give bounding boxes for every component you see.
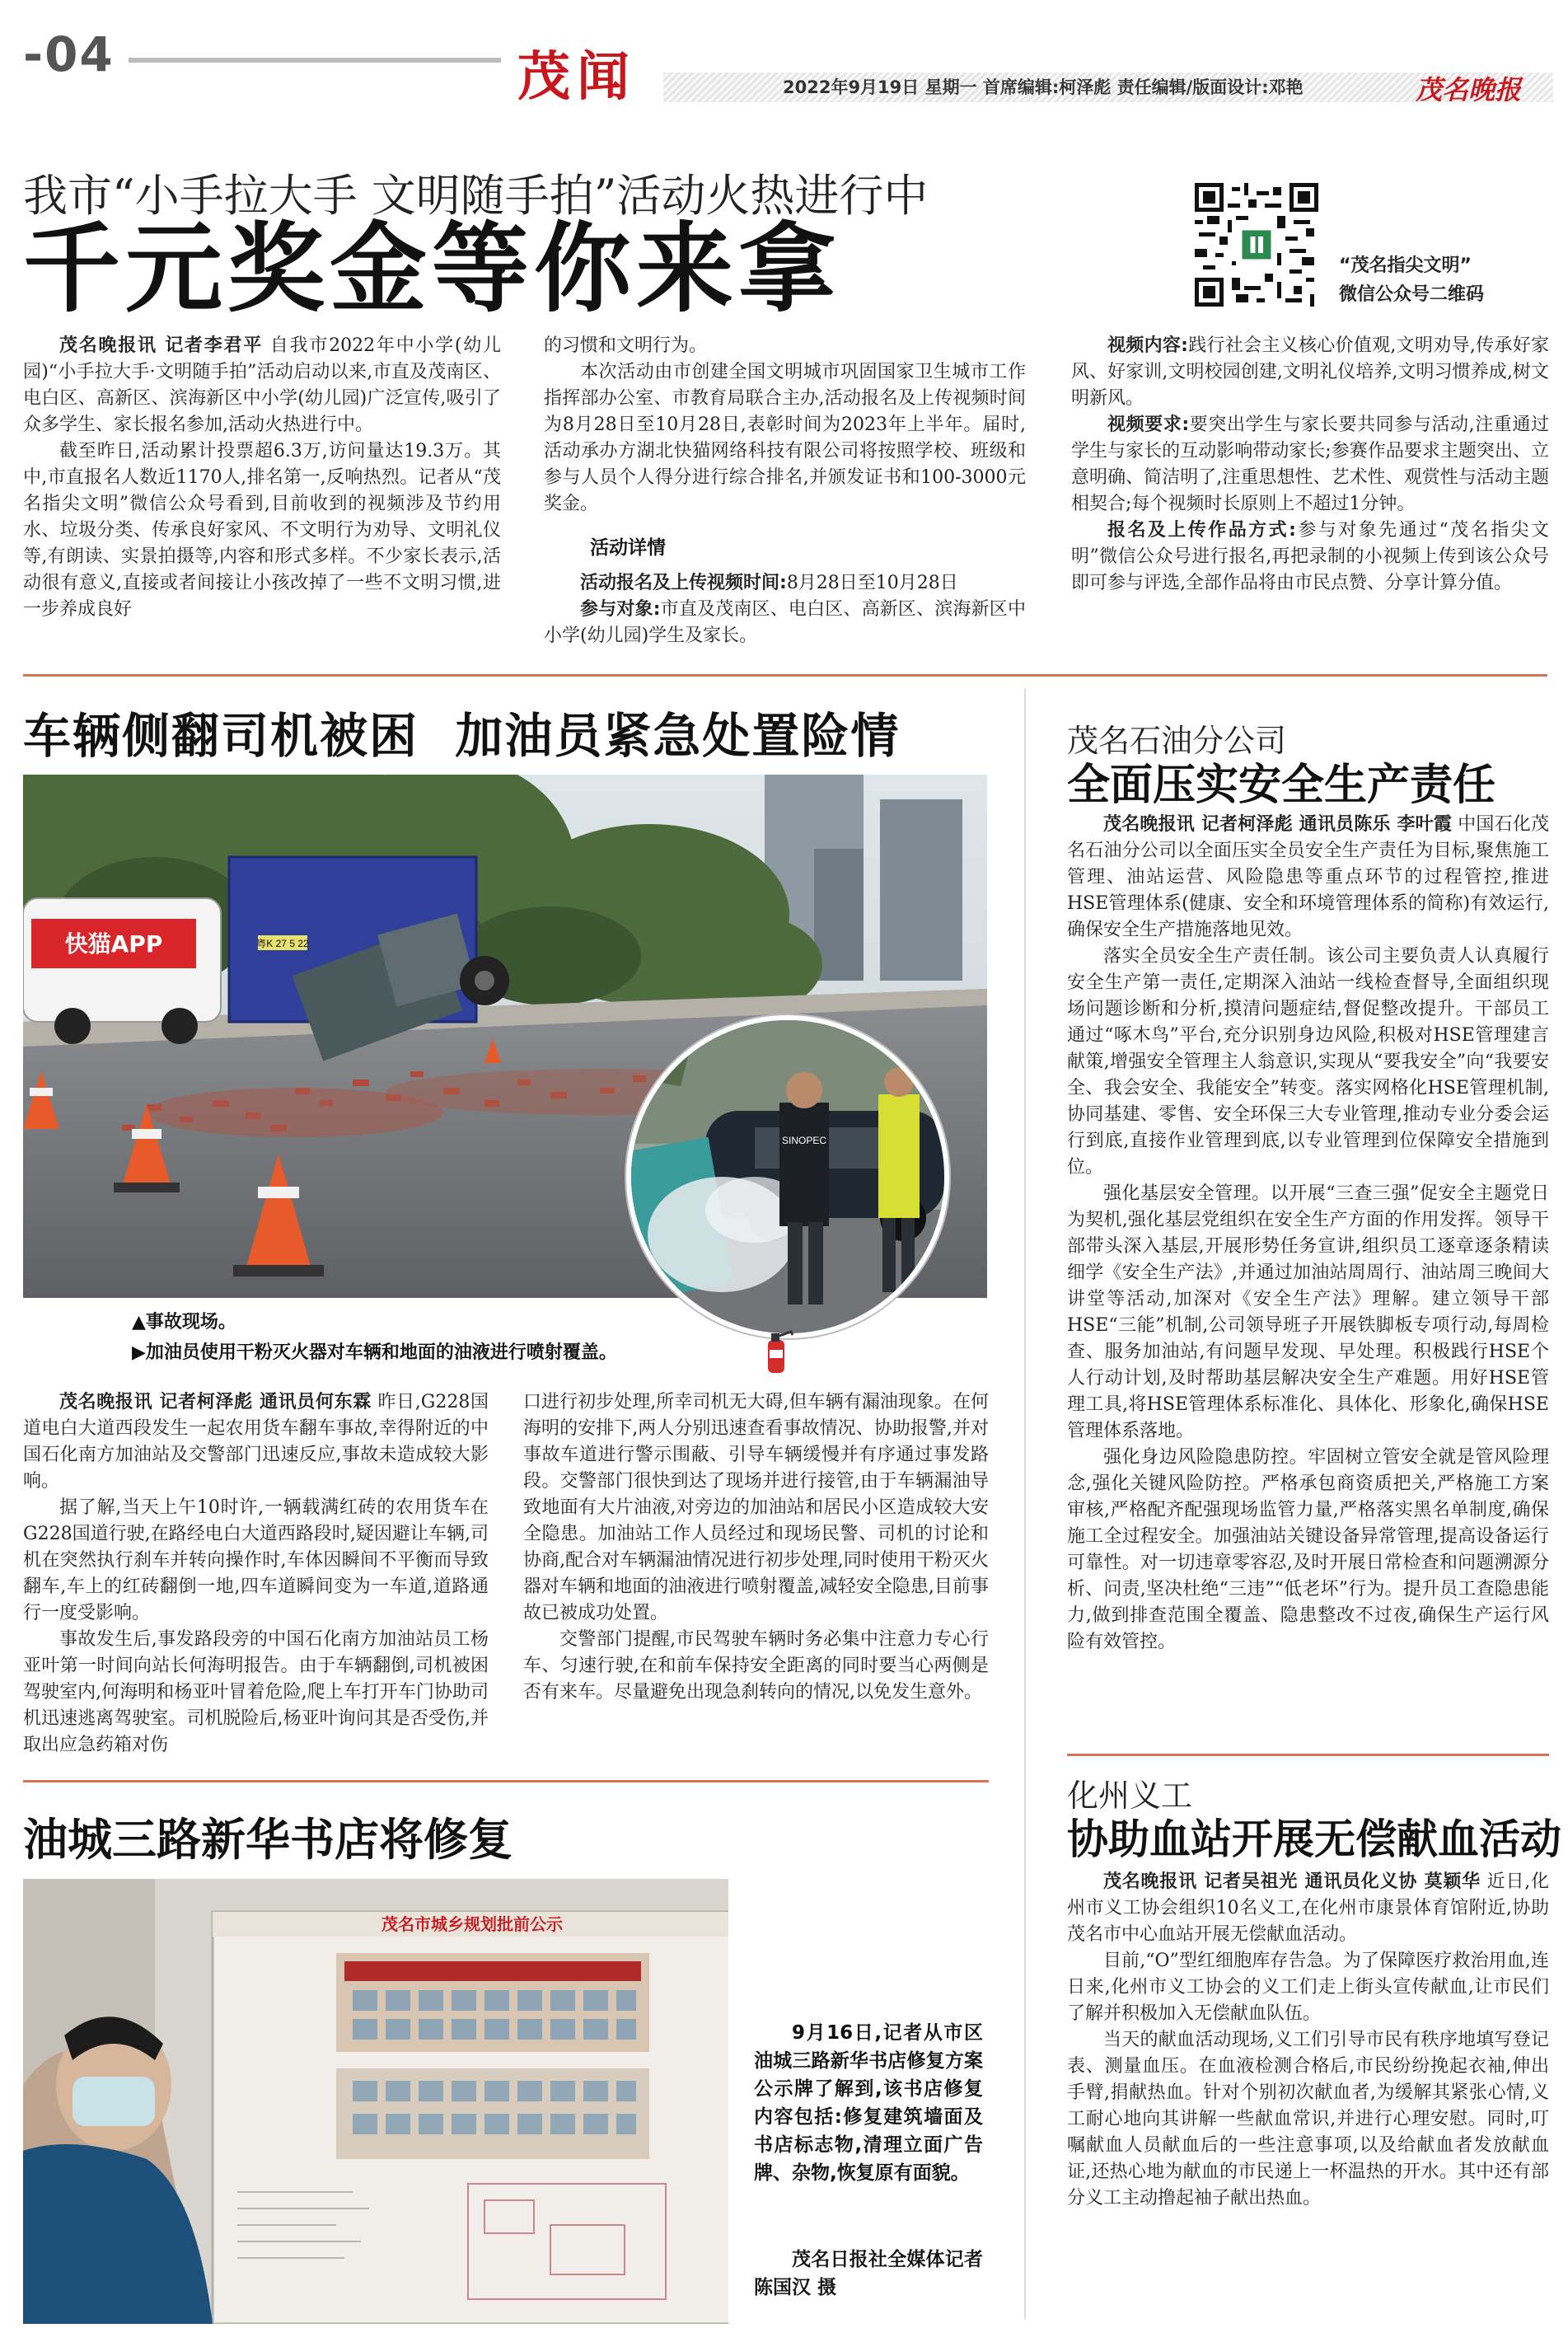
story5-paragraph: 当天的献血活动现场,义工们引导市民有秩序地填写登记表、测量血压。在血液检测合格后,市民纷纷挽起衣袖,伸出手臂,捐献热血。针对个别初次献血者,为缓解其紧张心情,义工耐心地向其讲解一些献血常识,并进行心理安慰。同时,叮嘱献血人员献血后的一些注意事项,以及给献血者发放献血证,还热心地为献血的市民递上一杯温热的开水。其中还有部分义工主动撸起袖子献出热血。 bbox=[1067, 2030, 1549, 2209]
story1-paragraph: 本次活动由市创建全国文明城市巩固国家卫生城市工作指挥部办公室、市教育局联合主办,活动报名及上传视频时间为8月28日至10月28日,表彰时间为2023年上半年。届时,活动承办方湖北快猫网络科技有限公司将按照学校、班级和参与人员个人得分进行综合排名,并颁发证书和100-3000元奖金。 bbox=[544, 362, 1026, 514]
board-title: 茂名市城乡规划批前公示 bbox=[381, 1914, 563, 1934]
story1-col2 bbox=[544, 333, 1026, 518]
masthead bbox=[0, 0, 1568, 107]
story2-paragraph: 据了解,当天上午10时许,一辆载满红砖的农用货车在G228国道行驶,在路经电白大道西路段时,疑因避让车辆,司机在突然执行刹车并转向操作时,车体因瞬间不平衡而导致翻车,车上的红砖翻倒一地,四车道瞬间变为一车道,道路通行一度受影响。 bbox=[23, 1497, 489, 1623]
story2-paragraph: 交警部门提醒,市民驾驶车辆时务必集中注意力专心行车、匀速行驶,在和前车保持安全距离的同时要当心两侧是否有来车。尽量避免出现急刹转向的情况,以免发生意外。 bbox=[523, 1629, 989, 1703]
station-sign: SINOPEC bbox=[781, 1135, 827, 1146]
story1-paragraph bbox=[23, 333, 501, 438]
details-list-a bbox=[544, 570, 1026, 649]
paragraph-text: 昨日,G228国道电白大道西段发生一起农用货车翻车事故,幸得附近的中国石化南方加油站及交警部门迅速反应,事故未造成较大影响。 bbox=[23, 1392, 489, 1492]
bookstore-photo bbox=[23, 1879, 728, 2324]
photo-caption-1: ▲事故现场。 bbox=[132, 1312, 236, 1333]
van-sign: 快猫APP bbox=[64, 930, 163, 958]
detail-text: 8月28日至10月28日 bbox=[786, 573, 958, 593]
story5-paragraph: 目前,“O”型红细胞库存告急。为了保障医疗救治用血,连日来,化州市义工协会的义工们走上街头宣传献血,让市民们了解并积极加入无偿献血队伍。 bbox=[1067, 1951, 1549, 2024]
story3-body bbox=[1067, 812, 1549, 1656]
page-number: -04 bbox=[23, 26, 115, 82]
paragraph-text: 近日,化州市义工协会组织10名义工,在化州市康景体育馆附近,协助茂名市中心血站开展无偿献血活动。 bbox=[1067, 1871, 1549, 1945]
masthead-info: 2022年9月19日 星期一 首席编辑:柯泽彪 责任编辑/版面设计:邓艳 bbox=[783, 77, 1304, 97]
divider-rule bbox=[1067, 1754, 1549, 1756]
detail-requirements bbox=[1071, 412, 1549, 518]
story3-paragraph: 强化基层安全管理。以开展“三查三强”促安全主题党日为契机,强化基层党组织在安全生产方面的作用发挥。领导干部带头深入基层,开展形势任务宣讲,组织员工逐章逐条精读细学《安全生产法》,并通过加油站周周行、油站周三晚间大讲堂等活动,加深对《安全生产法》理解。建立领导干部HSE“三能”机制,公司领导班子开展铁脚板专项行动,每周检查、服务加油站,有问题早发现、早处理。积极践行HSE个人行动计划,及时帮助基层解决安全生产难题。用好HSE管理工具,将HSE管理体系标准化、具体化、形象化,确保HSE管理体系落地。 bbox=[1067, 1183, 1549, 1441]
story2-paragraph bbox=[23, 1389, 489, 1495]
divider-rule bbox=[23, 1780, 989, 1782]
story1-kicker: 我市“小手拉大手 文明随手拍”活动火热进行中 bbox=[23, 170, 929, 222]
detail-method bbox=[1071, 518, 1549, 597]
details-list-b bbox=[1071, 333, 1549, 597]
bookstore-credit: 茂名日报社全媒体记者 陈国汉 摄 bbox=[754, 2249, 983, 2298]
divider-rule bbox=[23, 674, 1547, 677]
detail-text: 要突出学生与家长要共同参与活动,注重通过学生与家长的互动影响带动家长;参赛作品要求主题突出、立意明确、简洁明了,注重思想性、艺术性、观赏性与活动主题相契合;每个视频时长原则上不超过1分钟。 bbox=[1071, 415, 1549, 514]
paragraph-text: 自我市2022年中小学(幼儿园)“小手拉大手·文明随手拍”活动启动以来,市直及茂南区、电白区、高新区、滨海新区中小学(幼儿园)广泛宣传,吸引了众多学生、家长报名参加,活动火热进行中。 bbox=[23, 335, 501, 435]
story3-paragraph: 落实全员安全生产责任制。该公司主要负责人认真履行安全生产第一责任,定期深入油站一线检查督导,全面组织现场问题诊断和分析,摸清问题症结,督促整改提升。干部员工通过“啄木鸟”平台,充分识别身边风险,积极对HSE管理建言献策,增强安全管理主人翁意识,实现从“要我安全”向“我要安全、我会安全、我能安全”转变。落实网格化HSE管理机制,协同基建、零售、安全环保三大专业管理,推动专业分委会运行到底,直接作业管理到底,以专业管理到位保障安全措施到位。 bbox=[1067, 946, 1549, 1178]
story2-col1 bbox=[23, 1389, 489, 1759]
story2-col2 bbox=[523, 1389, 989, 1706]
story1-paragraph: 的习惯和文明行为。 bbox=[544, 335, 708, 356]
detail-text: 市直及茂南区、电白区、高新区、滨海新区中小学(幼儿园)学生及家长。 bbox=[544, 599, 1026, 646]
story3-paragraph: 强化身边风险隐患防控。牢固树立管安全就是管风险理念,强化关键风险防控。严格承包商资质把关,严格施工方案审核,严格配齐配强现场监管力量,严格落实黑名单制度,确保施工全过程安全。加强油站关键设备异常管理,提高设备运行可靠性。对一切违章零容忍,及时开展日常检查和问题溯源分析、问责,坚决杜绝“三违”“低老坏”行为。提升员工查隐患能力,做到排查范围全覆盖、隐患整改不过夜,确保生产运行风险有效管控。 bbox=[1067, 1447, 1549, 1652]
paragraph-text: 中国石化茂名石油分公司以全面压实全员安全生产责任为目标,聚焦施工管理、油站运营、风险隐患等重点环节的过程管控,推进HSE管理体系(健康、安全和环境管理体系的简称)有效运行,确保安全生产措施落地见效。 bbox=[1067, 814, 1549, 940]
story2-paragraph: 口进行初步处理,所幸司机无大碍,但车辆有漏油现象。在何海明的安排下,两人分别迅速查看事故情况、协助报警,并对事故车道进行警示围蔽、引导车辆缓慢并有序通过事发路段。交警部门很快到达了现场并进行接管,由于车辆漏油导致地面有大片油液,对旁边的加油站和居民小区造成较大安全隐患。加油站工作人员经过和现场民警、司机的讨论和协商,配合对车辆漏油情况进行初步处理,同时使用干粉灭火器对车辆和地面的油液进行喷射覆盖,减轻安全隐患,目前事故已被成功处置。 bbox=[523, 1392, 989, 1623]
byline: 茂名晚报讯 记者柯泽彪 通讯员何东霖 bbox=[59, 1392, 372, 1412]
detail-time bbox=[544, 570, 1026, 597]
byline: 茂名晚报讯 记者吴祖光 通讯员化义协 莫颖华 bbox=[1103, 1871, 1481, 1892]
story5-kicker: 化州义工 bbox=[1067, 1778, 1193, 1814]
detail-label: 视频内容: bbox=[1107, 335, 1188, 356]
qr-caption-2: 微信公众号二维码 bbox=[1339, 284, 1485, 305]
section-title: 茂闻 bbox=[517, 46, 636, 108]
photo-caption-2: ▶加油员使用干粉灭火器对车辆和地面的油液进行喷射覆盖。 bbox=[132, 1342, 617, 1363]
story1-col1 bbox=[23, 333, 501, 623]
detail-label: 视频要求: bbox=[1107, 415, 1190, 435]
detail-content bbox=[1071, 333, 1549, 412]
detail-label: 报名及上传作品方式: bbox=[1107, 520, 1296, 541]
story3-paragraph bbox=[1067, 812, 1549, 944]
byline: 茂名晚报讯 记者李君平 bbox=[59, 335, 264, 356]
byline: 茂名晚报讯 记者柯泽彪 通讯员陈乐 李叶霞 bbox=[1103, 814, 1453, 835]
story3-kicker: 茂名石油分公司 bbox=[1067, 723, 1287, 759]
story5-body bbox=[1067, 1869, 1549, 2212]
story5-headline: 协助血站开展无偿献血活动 bbox=[1067, 1815, 1561, 1863]
detail-label: 参与对象: bbox=[580, 599, 661, 620]
detail-audience bbox=[544, 597, 1026, 649]
bookstore-caption: 9月16日,记者从市区油城三路新华书店修复方案公示牌了解到,该书店修复内容包括:修复建筑墙面及书店标志物,清理立面广告牌、杂物,恢复原有面貌。 bbox=[754, 2022, 983, 2184]
fire-extinguisher-icon bbox=[756, 1328, 796, 1375]
detail-label: 活动报名及上传视频时间: bbox=[580, 573, 787, 593]
qr-code bbox=[1195, 183, 1318, 307]
story2-headline: 车辆侧翻司机被困 加油员紧急处置险情 bbox=[23, 708, 901, 764]
detail-text: 践行社会主义核心价值观,文明劝导,传承好家风、好家训,文明校园创建,文明礼仪培养,文明习惯养成,树文明新风。 bbox=[1071, 335, 1549, 409]
firefighting-inset-photo bbox=[626, 1015, 949, 1338]
masthead-rule-left bbox=[129, 58, 501, 63]
column-divider bbox=[1024, 688, 1026, 2320]
details-title: 活动详情 bbox=[590, 537, 666, 559]
qr-caption-1: “茂名指尖文明” bbox=[1339, 255, 1472, 276]
detail-text: 参与对象先通过“茂名指尖文明”微信公众号进行报名,再把录制的小视频上传到该公众号即可参与评选,全部作品将由市民点赞、分享计算分值。 bbox=[1071, 520, 1549, 593]
paper-logo: 茂名晚报 bbox=[1416, 74, 1522, 105]
story5-paragraph bbox=[1067, 1869, 1549, 1948]
story1-paragraph: 截至昨日,活动累计投票超6.3万,访问量达19.3万。其中,市直报名人数近1170人,排名第一,反响热烈。记者从“茂名指尖文明”微信公众号看到,目前收到的视频涉及节约用水、垃圾分类、传承良好家风、不文明行为劝导、文明礼仪等,有朗读、实景拍摄等,内容和形式多样。不少家长表示,活动很有意义,直接或者间接让小孩改掉了一些不文明习惯,进一步养成良好 bbox=[23, 441, 501, 620]
truck-plate: 粤K 27 5 22 bbox=[256, 938, 309, 949]
story1-headline: 千元奖金等你来拿 bbox=[23, 212, 841, 326]
story2-paragraph: 事故发生后,事发路段旁的中国石化南方加油站员工杨亚叶第一时间向站长何海明报告。由于车辆翻倒,司机被困驾驶室内,何海明和杨亚叶冒着危险,爬上车打开车门协助司机迅速逃离驾驶室。司机脱险后,杨亚叶询问其是否受伤,并取出应急药箱对伤 bbox=[23, 1629, 489, 1755]
story4-headline: 油城三路新华书店将修复 bbox=[23, 1814, 513, 1866]
story3-headline: 全面压实安全生产责任 bbox=[1067, 761, 1496, 810]
